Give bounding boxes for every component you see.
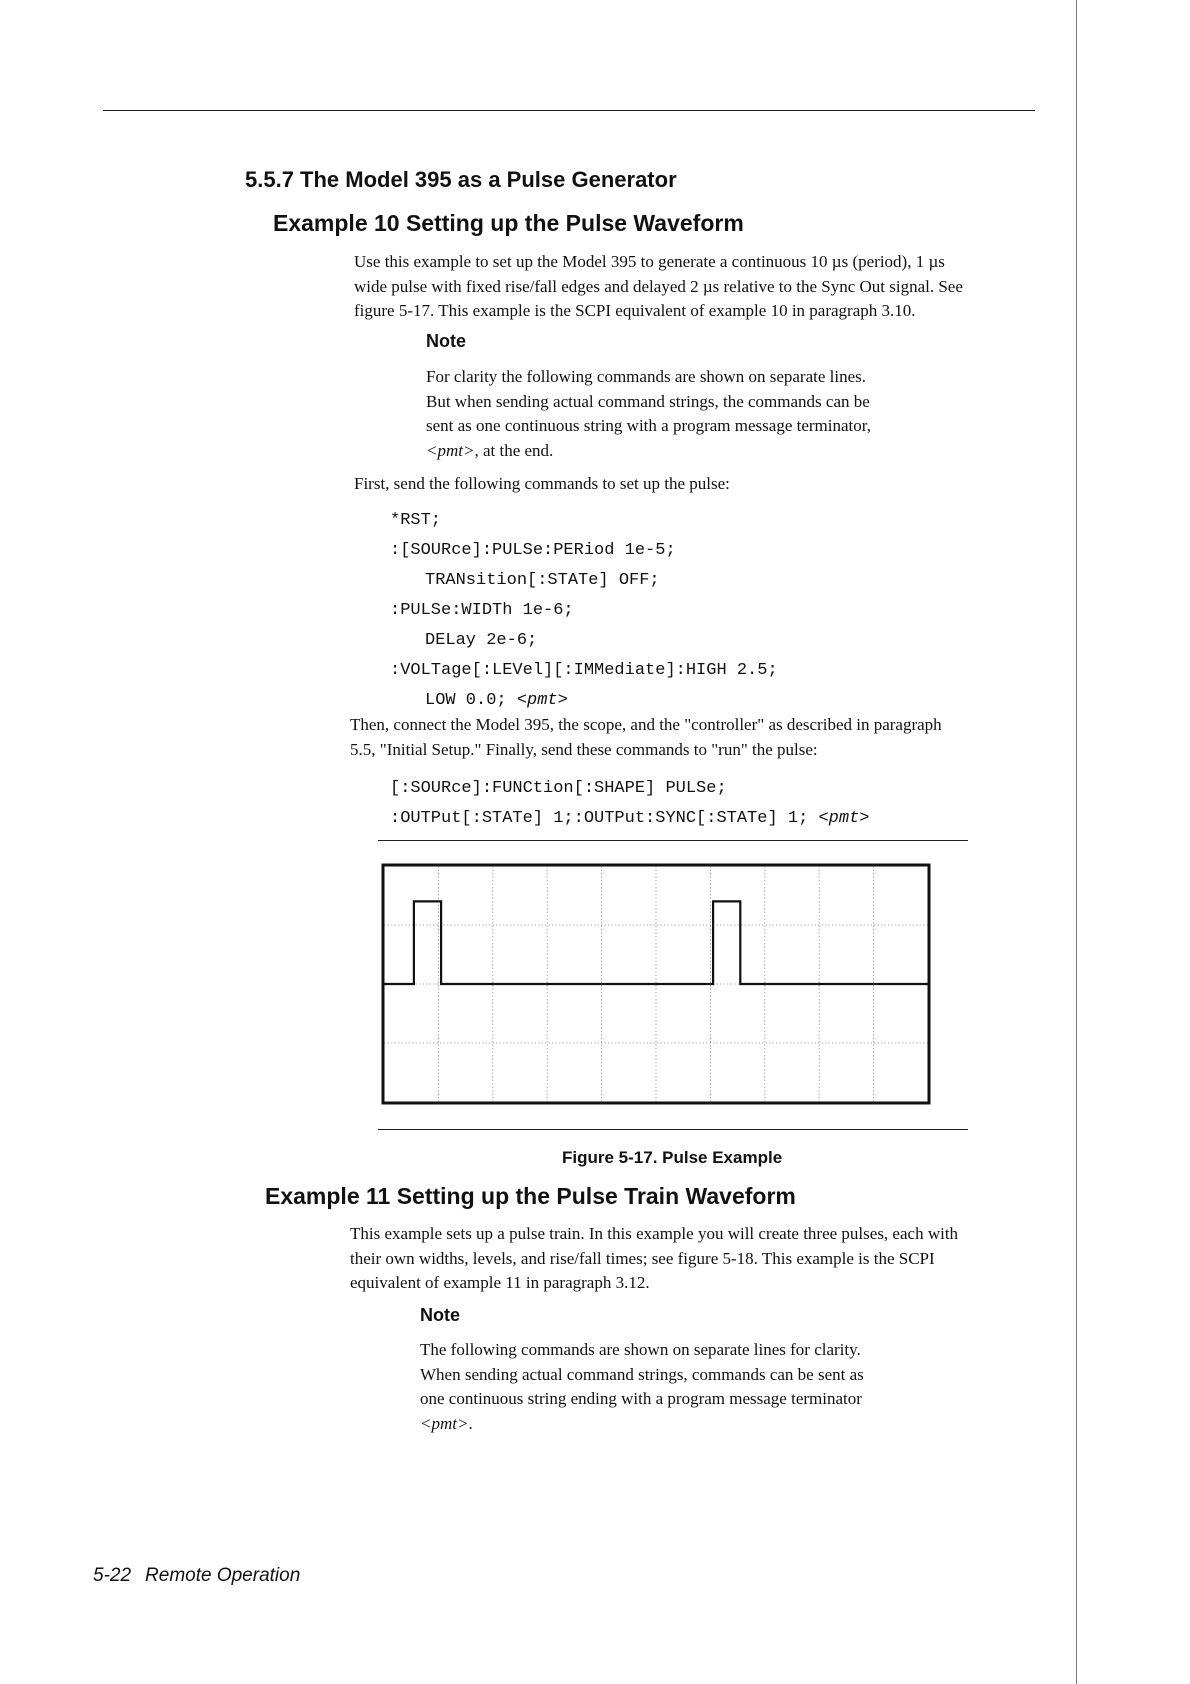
note-line: When sending actual command strings, commands can be sent as (420, 1364, 864, 1384)
note-heading: Note (420, 1305, 460, 1325)
command-line: *RST; (390, 511, 442, 530)
command-text: :OUTPut[:STATe] 1;:OUTPut:SYNC[:STATe] 1; (390, 809, 819, 828)
figure-caption: Figure 5-17. Pulse Example (562, 1148, 783, 1167)
pmt-token: <pmt> (818, 809, 870, 828)
command-text: LOW 0.0; (425, 691, 517, 710)
header-rule (103, 110, 1035, 111)
first-send-text: First, send the following commands to set up the pulse: (354, 474, 730, 493)
note-heading: Note (426, 331, 466, 351)
note-line: The following commands are shown on separate lines for clarity. (420, 1340, 861, 1359)
command-line: DELay 2e-6; (425, 631, 538, 650)
scan-edge-line (1076, 0, 1077, 1684)
pmt-token: <pmt> (516, 691, 568, 710)
command-line: :VOLTage[:LEVel][:IMMediate]:HIGH 2.5; (390, 661, 778, 680)
command-line (390, 809, 870, 828)
figure-top-rule (378, 840, 968, 841)
then-line: 5.5, "Initial Setup." Finally, send these commands to "run" the pulse: (350, 739, 818, 759)
note-line (426, 439, 871, 464)
command-line (425, 691, 568, 710)
page-number: 5-22 (93, 1565, 132, 1586)
command-line: [:SOURce]:FUNCtion[:SHAPE] PULSe; (390, 779, 727, 798)
section-title: 5.5.7 The Model 395 as a Pulse Generator (245, 167, 677, 192)
pmt-token: <pmt> (426, 440, 475, 460)
command-line: TRANsition[:STATe] OFF; (425, 571, 660, 590)
command-line: :[SOURce]:PULSe:PERiod 1e-5; (390, 541, 676, 560)
note-line: For clarity the following commands are shown on separate lines. (426, 367, 866, 386)
intro-line: wide pulse with fixed rise/fall edges and delayed 2 µs relative to the Sync Out signal. See (354, 276, 963, 296)
example11-intro (350, 1222, 1060, 1296)
note-line: But when sending actual command strings, the commands can be (426, 391, 870, 411)
note-body (420, 1338, 864, 1436)
note-line: one continuous string ending with a program message terminator (420, 1389, 862, 1408)
note-line-tail: , at the end. (474, 440, 554, 460)
then-text (350, 713, 942, 762)
figure-bottom-rule (378, 1129, 968, 1130)
intro-line: Use this example to set up the Model 395 to generate a continuous 10 µs (period), 1 µs (354, 252, 945, 271)
note-body (426, 365, 871, 463)
then-line: Then, connect the Model 395, the scope, and the "controller" as described in paragraph (350, 715, 942, 734)
intro-line: figure 5-17. This example is the SCPI equivalent of example 10 in paragraph 3.10. (354, 301, 916, 320)
example10-title: Example 10 Setting up the Pulse Waveform (273, 210, 744, 236)
pmt-token: <pmt> (420, 1413, 469, 1433)
example10-intro (354, 250, 1054, 324)
intro-line: their own widths, levels, and rise/fall times; see figure 5-18. This example is the SCPI (350, 1248, 935, 1268)
note-line: sent as one continuous string with a program message terminator, (426, 416, 871, 435)
note-line-tail: . (468, 1413, 473, 1433)
intro-line: equivalent of example 11 in paragraph 3.12. (350, 1273, 650, 1292)
command-line: :PULSe:WIDTh 1e-6; (390, 601, 574, 620)
pulse-scope-chart (380, 862, 932, 1106)
chapter-name: Remote Operation (145, 1565, 301, 1586)
example11-title: Example 11 Setting up the Pulse Train Waveform (265, 1183, 796, 1209)
intro-line: This example sets up a pulse train. In this example you will create three pulses, each with (350, 1224, 959, 1243)
note-line (420, 1412, 864, 1437)
page-footer (93, 1565, 300, 1587)
